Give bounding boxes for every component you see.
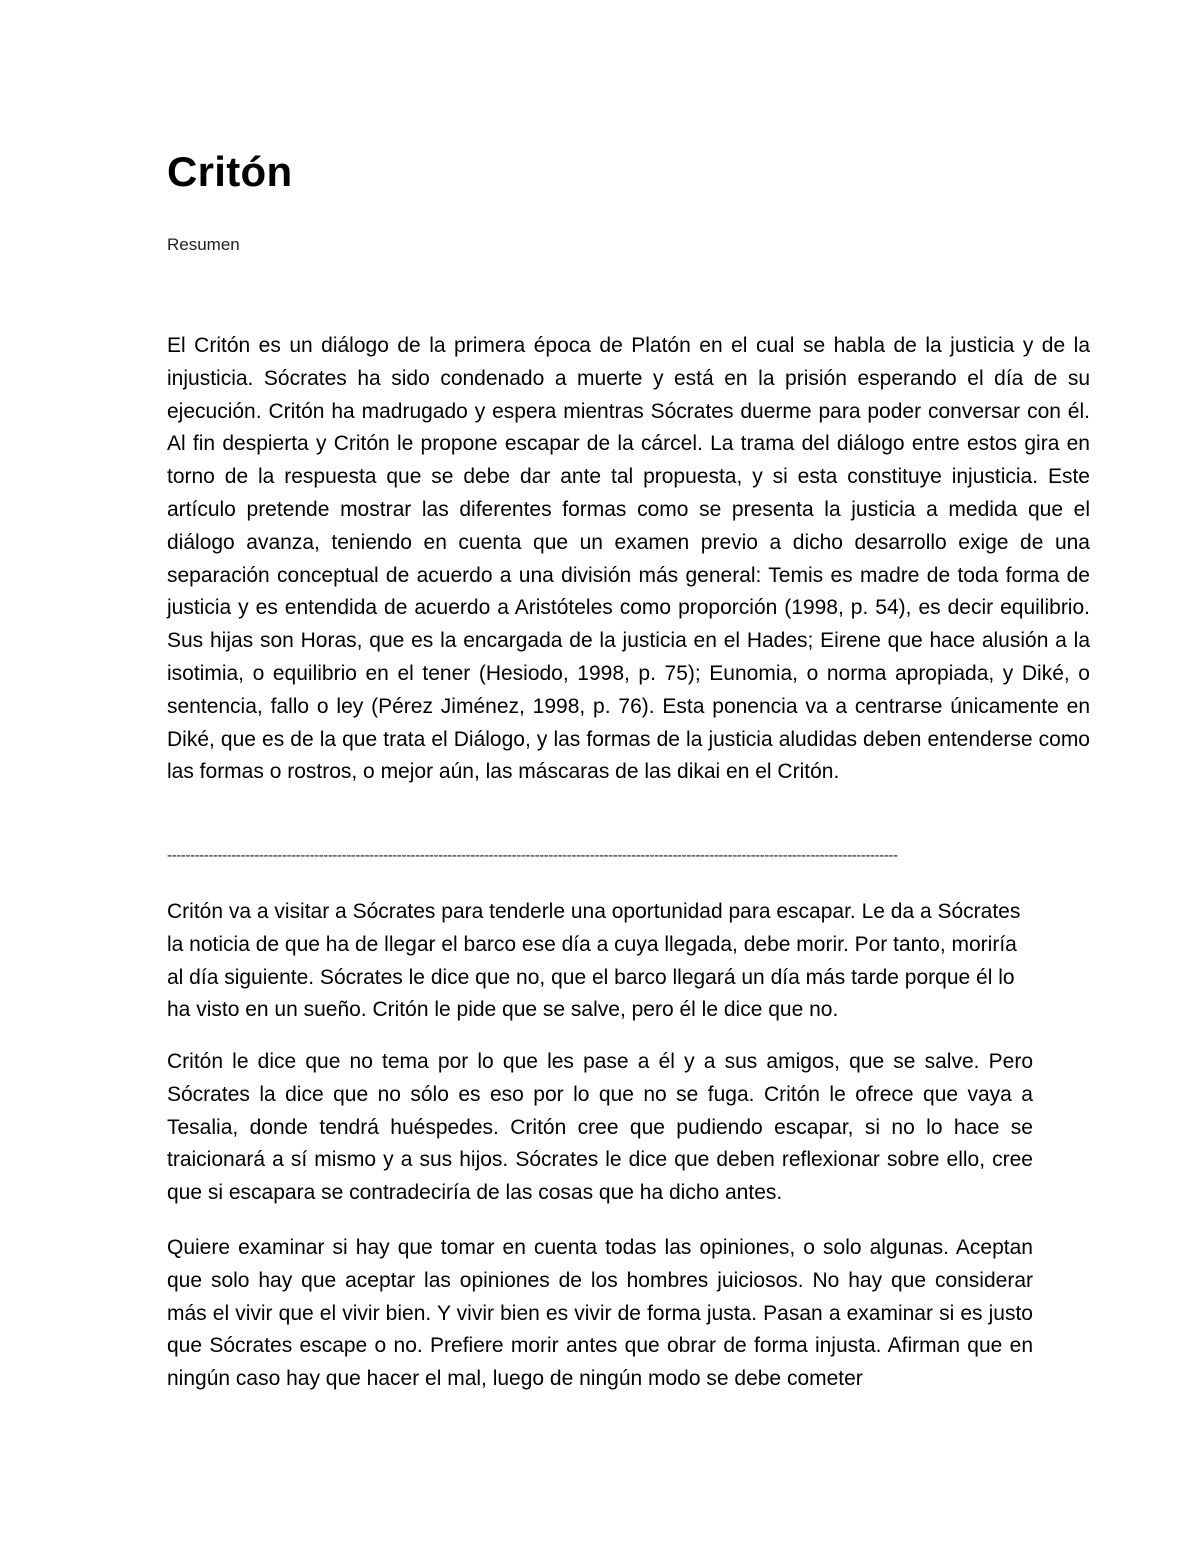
section-separator: --------------------------------------------------------------------------------------------------------------------------------------------------------------- <box>167 847 898 864</box>
body-paragraph: Critón va a visitar a Sócrates para tenderle una oportunidad para escapar. Le da a Sócrates la noticia de que ha de llegar el barco ese día a cuya llegada, debe morir. Por tanto, moriría al día siguiente. Sócrates le dice que no, que el barco llegará un día más tarde porque él lo ha visto en un sueño. Critón le pide que se salve, pero él le dice que no. <box>167 900 1021 1022</box>
body-paragraph: Quiere examinar si hay que tomar en cuenta todas las opiniones, o solo algunas. Aceptan que solo hay que aceptar las opiniones de los hombres juiciosos. No hay que considerar más el vivir que el vivir bien. Y vivir bien es vivir de forma justa. Pasan a examinar si es justo que Sócrates escape o no. Prefiere morir antes que obrar de forma injusta. Afirman que en ningún caso hay que hacer el mal, luego de ningún modo se debe cometer <box>167 1236 1033 1391</box>
abstract-paragraph: El Critón es un diálogo de la primera época de Platón en el cual se habla de la justicia y de la injusticia. Sócrates ha sido condenado a muerte y está en la prisión esperando el día de su ejecución. Critón ha madrugado y espera mientras Sócrates duerme para poder conversar con él. Al fin despierta y Critón le propone escapar de la cárcel. La trama del diálogo entre estos gira en torno de la respuesta que se debe dar ante tal propuesta, y si esta constituye injusticia. Este artículo pretende mostrar las diferentes formas como se presenta la justicia a medida que el diálogo avanza, teniendo en cuenta que un examen previo a dicho desarrollo exige de una separación conceptual de acuerdo a una división más general: Temis es madre de toda forma de justicia y es entendida de acuerdo a Aristóteles como proporción (1998, p. 54), es decir equilibrio. Sus hijas son Horas, que es la encargada de la justicia en el Hades; Eirene que hace alusión a la isotimia, o equilibrio en el tener (Hesiodo, 1998, p. 75); Eunomia, o norma apropiada, y Diké, o sentencia, fallo o ley (Pérez Jiménez, 1998, p. 76). Esta ponencia va a centrarse únicamente en Diké, que es de la que trata el Diálogo, y las formas de la justicia aludidas deben entenderse como las formas o rostros, o mejor aún, las máscaras de las dikai en el Critón. <box>167 334 1090 784</box>
body-paragraph: Critón le dice que no tema por lo que les pase a él y a sus amigos, que se salve. Pero Sócrates la dice que no sólo es eso por lo que no se fuga. Critón le ofrece que vaya a Tesalia, donde tendrá huéspedes. Critón cree que pudiendo escapar, si no lo hace se traicionará a sí mismo y a sus hijos. Sócrates le dice que deben reflexionar sobre ello, cree que si escapara se contradeciría de las cosas que ha dicho antes. <box>167 1050 1033 1205</box>
document-subtitle: Resumen <box>167 235 240 254</box>
document-title: Critón <box>167 148 293 195</box>
